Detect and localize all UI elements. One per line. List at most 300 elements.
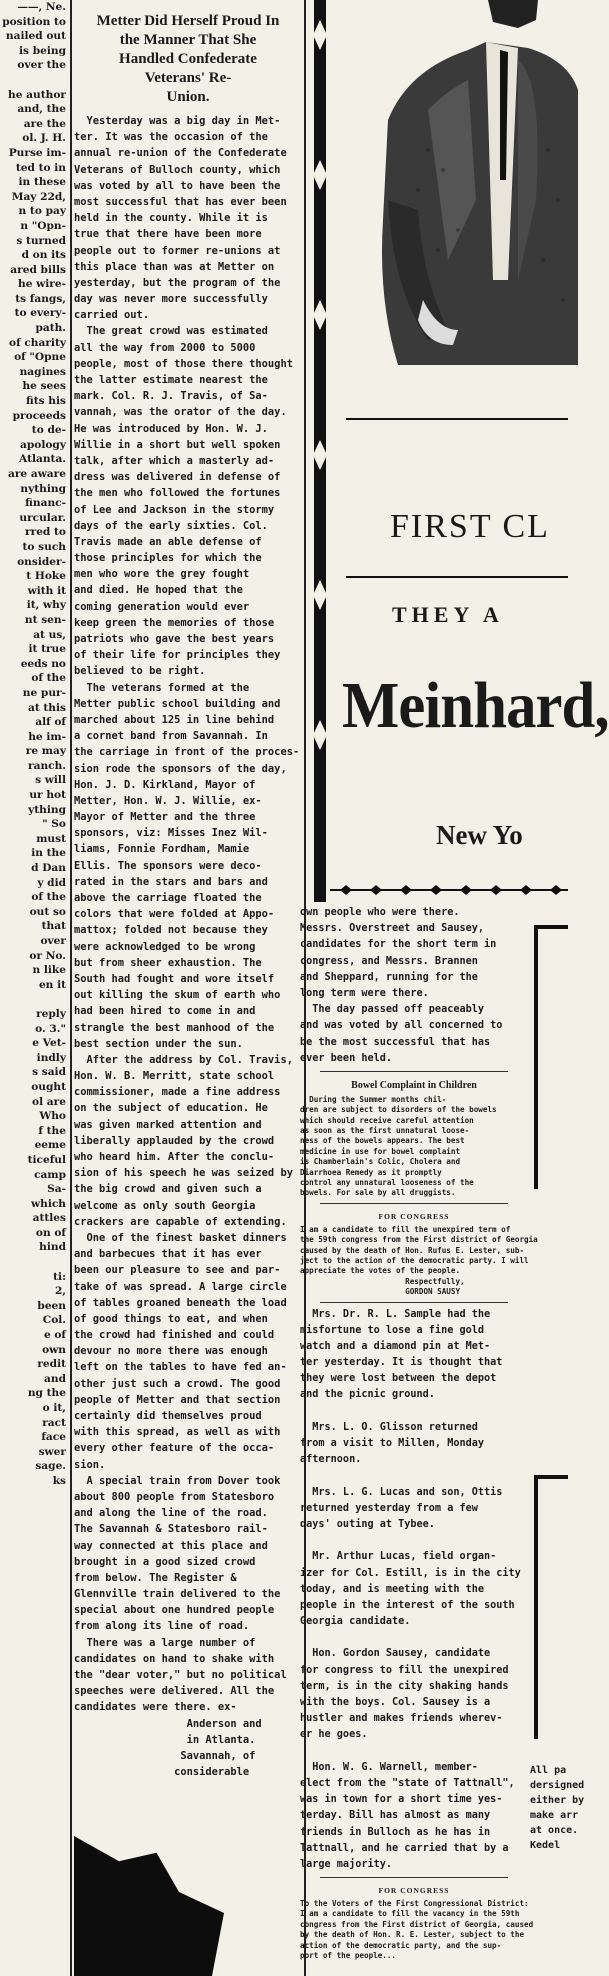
- text-line: be the most successful that has: [300, 1036, 491, 1048]
- text-line: on the subject of education. He: [74, 1102, 268, 1115]
- text-line: ng the: [27, 1387, 66, 1400]
- text-line: position to: [2, 15, 66, 28]
- text-line: to every-: [14, 307, 66, 320]
- text-line: n like: [32, 964, 66, 977]
- text-line: During the Summer months chil-: [300, 1094, 447, 1104]
- text-line: with this spread, as well as with: [74, 1426, 281, 1439]
- text-line: left on the tables to have fed an-: [74, 1361, 287, 1374]
- text-line: 2,: [54, 1285, 66, 1298]
- ad-rule: [346, 418, 568, 420]
- ad-brand-name: Meinhard,: [342, 669, 609, 742]
- text-line: long term were there.: [300, 987, 429, 999]
- ad-headline: FIRST CL: [390, 508, 550, 545]
- text-line: alf of: [35, 716, 66, 729]
- text-line: Atlanta.: [19, 453, 66, 466]
- text-line: of their life for principles they: [74, 649, 281, 662]
- text-line: about 800 people from Statesboro: [74, 1490, 275, 1503]
- text-line: ts fangs,: [15, 292, 66, 305]
- text-line: He was introduced by Hon. W. J.: [74, 422, 268, 435]
- text-line: from a visit to Millen, Monday: [300, 1438, 485, 1450]
- text-line: d on its: [21, 249, 66, 262]
- text-line: o. 3.": [35, 1022, 66, 1035]
- text-line: apology: [20, 438, 66, 451]
- text-line: re may: [25, 745, 66, 758]
- text-line: in Atlanta.: [74, 1733, 256, 1746]
- text-line: they were lost between the depot: [300, 1373, 497, 1385]
- text-line: May 22d,: [11, 190, 66, 203]
- text-line: a cornet band from Savannah. In: [74, 730, 268, 743]
- headline-line: the Manner That She: [119, 32, 257, 48]
- text-line: Mrs. L. O. Glisson returned: [300, 1421, 478, 1433]
- text-line: n to pay: [18, 205, 66, 218]
- column-divider: [320, 1302, 508, 1303]
- text-line: ared bills: [10, 263, 66, 276]
- text-line: Respectfully,: [300, 1276, 465, 1286]
- for-congress-notice-2: [300, 1899, 534, 1961]
- ad-subhead: THEY A: [392, 602, 504, 627]
- text-line: Metter public school building and: [74, 697, 281, 710]
- text-line: onsider-: [17, 555, 66, 568]
- text-line: Purse im-: [8, 146, 66, 159]
- text-line: Mayor of Metter and the three: [74, 811, 256, 824]
- text-line: all the way from 2000 to 5000: [74, 341, 256, 354]
- ornamental-rule: [330, 884, 568, 896]
- text-line: over: [40, 935, 66, 947]
- text-line: special about one hundred people: [74, 1604, 275, 1617]
- text-line: people in the interest of the south: [300, 1599, 515, 1611]
- text-line: at this: [27, 701, 66, 714]
- text-line: it, why: [26, 599, 66, 612]
- text-line: Who: [39, 1110, 66, 1123]
- text-line: nagines: [19, 365, 66, 378]
- text-line: camp: [34, 1168, 66, 1181]
- text-line: are the: [23, 117, 66, 130]
- text-line: days of the early sixties. Col.: [74, 519, 268, 532]
- text-line: patriots who gave the best years: [74, 633, 275, 645]
- text-line: Sa-: [47, 1183, 66, 1196]
- text-line: misfortune to lose a fine gold: [300, 1324, 485, 1336]
- text-line: Kedel: [530, 1840, 561, 1851]
- text-line: face: [41, 1431, 66, 1444]
- text-line: is being: [19, 44, 66, 57]
- text-line: hustler and makes friends wherev-: [300, 1713, 503, 1725]
- text-line: days' outing at Tybee.: [300, 1518, 435, 1530]
- text-line: fits his: [26, 395, 66, 408]
- text-line: t Hoke: [26, 570, 66, 583]
- text-line: at us,: [33, 628, 66, 641]
- man-in-suit-illustration: [368, 0, 578, 365]
- text-line: of good things to eat, and when: [74, 1312, 268, 1325]
- text-line: path.: [35, 322, 66, 335]
- text-line: and died. He hoped that the: [74, 584, 243, 597]
- text-line: nything: [20, 482, 66, 495]
- text-line: Glennville train delivered to the: [74, 1588, 281, 1601]
- meinhard-advertisement: [310, 0, 609, 902]
- text-line: ter. It was the occasion of the: [74, 131, 268, 144]
- text-line: the 59th congress from the First district of Georgia: [300, 1235, 538, 1245]
- text-line: with the boys. Col. Sausey is a: [300, 1697, 491, 1709]
- for-congress-heading-2: FOR CONGRESS: [378, 1886, 450, 1896]
- text-line: eeme: [34, 1139, 66, 1152]
- text-line: One of the finest basket dinners: [74, 1231, 287, 1244]
- text-line: every other feature of the occa-: [74, 1442, 275, 1455]
- text-line: certainly did themselves proud: [74, 1410, 262, 1422]
- article-body: [74, 113, 302, 1780]
- text-line: port of the people...: [300, 1951, 397, 1961]
- text-line: [300, 1468, 528, 1484]
- text-line: eeds no: [20, 657, 66, 670]
- text-line: Mrs. L. G. Lucas and son, Ottis: [300, 1486, 503, 1498]
- text-line: ol. J. H.: [22, 132, 66, 145]
- text-line: had been hired to come in and: [74, 1005, 256, 1018]
- text-line: ne pur-: [22, 686, 66, 699]
- text-line: out killing the skum of earth who: [74, 989, 281, 1002]
- text-line: that: [41, 920, 66, 933]
- text-line: of the: [31, 891, 66, 904]
- local-items: [300, 1307, 528, 1874]
- text-line: of Lee and Jackson in the stormy: [74, 503, 275, 516]
- text-line: annual re-union of the Confederate: [74, 147, 287, 160]
- for-congress-notice: [300, 1224, 538, 1298]
- ad-frame: [534, 925, 568, 1189]
- text-line: Hon. J. D. Kirkland, Mayor of: [74, 778, 256, 791]
- text-line: ti:: [53, 1270, 66, 1283]
- text-line: which should receive careful attention: [300, 1115, 474, 1125]
- ad-city: New Yo: [436, 820, 523, 850]
- text-line: was in town for a short time yes-: [300, 1794, 503, 1806]
- text-line: candidates on hand to shake with: [74, 1652, 275, 1665]
- text-line: is Chamberlain's Colic, Cholera and: [300, 1157, 461, 1167]
- text-line: ract: [42, 1416, 66, 1429]
- text-line: medicine in use for bowel complaint: [300, 1146, 461, 1156]
- text-line: brought in a good sized crowd: [74, 1555, 256, 1568]
- text-line: sion.: [74, 1458, 106, 1471]
- text-line: above the carriage floated the: [74, 892, 262, 904]
- article-headline: [78, 12, 298, 107]
- metter-reunion-article: [74, 0, 302, 1976]
- text-line: [0, 992, 68, 1007]
- text-line: Hon. W. G. Warnell, member-: [300, 1761, 478, 1773]
- text-line: rated in the stars and bars and: [74, 875, 268, 888]
- text-line: or No.: [29, 949, 66, 962]
- text-line: control any unnatural looseness of the: [300, 1178, 474, 1187]
- text-line: Hon. Gordon Sausey, candidate: [300, 1648, 491, 1660]
- text-line: who heard him. After the conclu-: [74, 1151, 275, 1163]
- text-line: of the: [31, 672, 66, 685]
- text-line: he sees: [22, 380, 66, 393]
- text-line: and: [44, 1372, 66, 1385]
- text-line: to such: [22, 540, 66, 553]
- text-line: those principles for which the: [74, 552, 262, 565]
- text-line: [0, 73, 68, 88]
- text-line: n "Opn-: [20, 219, 66, 232]
- ornamental-border: [310, 0, 330, 902]
- text-line: urcular.: [19, 511, 66, 524]
- text-line: in these: [18, 176, 66, 189]
- text-line: ter yesterday. It is thought that: [300, 1357, 503, 1369]
- text-line: Messrs. Overstreet and Sausey,: [300, 923, 485, 935]
- text-line: South had fought and wore itself: [74, 972, 275, 985]
- text-line: to de-: [31, 424, 66, 437]
- text-line: [300, 1630, 528, 1646]
- text-line: other just such a crowd. The good: [74, 1377, 281, 1390]
- text-line: sage.: [35, 1460, 66, 1473]
- text-line: appreciate the votes of the people.: [300, 1266, 461, 1276]
- text-line: carried out.: [74, 309, 150, 322]
- text-line: er he goes.: [300, 1729, 368, 1741]
- text-line: and along the line of the road.: [74, 1507, 268, 1520]
- text-line: talk, after which a masterly ad-: [74, 454, 275, 467]
- text-line: proceeds: [12, 409, 66, 422]
- text-line: s said: [32, 1066, 66, 1079]
- text-line: afternoon.: [300, 1454, 362, 1466]
- text-line: action of the democratic party, and the sup-: [300, 1940, 502, 1950]
- text-line: d Dan: [31, 862, 66, 875]
- left-clipped-column: [0, 0, 68, 1976]
- text-line: ticeful: [27, 1153, 66, 1166]
- text-line: candidates for the short term in: [300, 939, 497, 951]
- text-line: as soon as the first unnatural loose-: [300, 1126, 470, 1136]
- text-line: large majority.: [300, 1858, 393, 1870]
- text-line: caused by the death of Hon. Rufus E. Lester, sub-: [300, 1245, 525, 1255]
- text-line: with it: [27, 584, 66, 597]
- text-line: Veterans of Bulloch county, which: [74, 163, 281, 176]
- text-line: most successful that has ever been: [74, 195, 287, 208]
- text-line: was given marked attention and: [74, 1118, 262, 1131]
- text-line: take of was spread. A large circle: [74, 1280, 287, 1293]
- text-line: ever been held.: [300, 1052, 393, 1064]
- text-line: out so: [29, 905, 66, 918]
- text-line: nt sen-: [24, 613, 66, 626]
- text-line: Hon. W. B. Merritt, state school: [74, 1070, 275, 1083]
- headline-line: Handled Confederate: [119, 51, 257, 67]
- text-line: and, the: [17, 103, 66, 116]
- text-line: congress from the First district of Georgia, caused: [300, 1919, 534, 1929]
- text-line: speeches were delivered. All the: [74, 1685, 275, 1698]
- text-line: he author: [8, 88, 66, 101]
- text-line: day was never more successfully: [74, 293, 268, 306]
- text-line: izer for Col. Estill, is in the city: [300, 1567, 521, 1579]
- text-line: welcome as only south Georgia: [74, 1199, 256, 1212]
- torn-paper-edge: [74, 1836, 224, 1976]
- text-line: [300, 1744, 528, 1760]
- text-line: attles: [32, 1212, 66, 1225]
- text-line: make arr: [530, 1810, 579, 1821]
- text-line: There was a large number of: [74, 1636, 256, 1649]
- text-line: believed to be right.: [74, 665, 206, 678]
- text-line: o it,: [42, 1402, 66, 1414]
- text-line: terday. Bill has almost as many: [300, 1810, 491, 1822]
- text-line: the latter estimate nearest the: [74, 374, 268, 386]
- text-line: All pa: [530, 1765, 567, 1776]
- text-line: reply: [36, 1007, 66, 1020]
- text-line: The day passed off peaceably: [300, 1004, 485, 1016]
- text-line: sponsors, viz: Misses Inez Wil-: [74, 827, 268, 840]
- bowel-complaint-ad: [300, 1095, 528, 1199]
- text-line: of "Opne: [14, 351, 66, 364]
- text-line: and was voted by all concerned to: [300, 1020, 503, 1032]
- text-line: own people who were there.: [300, 907, 460, 918]
- column-divider: [320, 1877, 508, 1878]
- text-line: dress was delivered in defense of: [74, 471, 281, 484]
- ad-rule: [346, 576, 568, 578]
- text-line: redit: [37, 1358, 66, 1371]
- text-line: The veterans formed at the: [74, 681, 250, 694]
- text-line: yesterday, but the program of the: [74, 276, 281, 289]
- text-line: of tables groaned beneath the load: [74, 1296, 287, 1309]
- text-line: devour no more there was enough: [74, 1345, 268, 1358]
- text-line: hind: [39, 1241, 66, 1254]
- text-line: dersigned: [530, 1780, 585, 1791]
- text-line: he im-: [28, 730, 66, 743]
- text-line: held in the county. While it is: [74, 212, 268, 225]
- text-line: and barbecues that it has ever: [74, 1248, 262, 1261]
- text-line: f the: [38, 1124, 66, 1137]
- text-line: s turned: [16, 234, 66, 247]
- text-line: [0, 1255, 68, 1270]
- text-line: candidates were there. ex-: [74, 1701, 237, 1714]
- text-line: [300, 1404, 528, 1420]
- text-line: by the death of Hon. R. E. Lester, subject to the: [300, 1930, 525, 1940]
- text-line: best section under the sun.: [74, 1037, 243, 1050]
- text-line: today, and is meeting with the: [300, 1583, 485, 1595]
- text-line: from along its line of road.: [74, 1620, 250, 1633]
- text-line: swer: [38, 1445, 66, 1458]
- text-line: GORDON SAUSY: [300, 1287, 461, 1297]
- text-line: the big crowd and given such a: [74, 1183, 262, 1196]
- text-line: Col.: [42, 1314, 66, 1327]
- text-line: " So: [42, 818, 66, 831]
- text-line: at once.: [530, 1825, 579, 1836]
- text-line: this place than was at Metter on: [74, 260, 275, 273]
- text-line: ness of the bowels appears. The best: [300, 1136, 465, 1146]
- text-line: coming generation would ever: [74, 600, 250, 613]
- text-line: but from sheer exhaustion. The: [74, 956, 262, 969]
- text-line: nailed out: [5, 30, 66, 43]
- text-line: ject to the action of the democratic party. I will: [300, 1255, 529, 1265]
- text-line: ought: [31, 1080, 66, 1093]
- text-line: friends in Bulloch as he has in: [300, 1826, 491, 1838]
- text-line: ks: [52, 1474, 66, 1487]
- text-line: returned yesterday from a few: [300, 1502, 478, 1514]
- text-line: ything: [28, 803, 66, 816]
- text-line: considerable: [74, 1766, 250, 1779]
- text-line: and Sheppard, running for the: [300, 971, 478, 983]
- text-line: crackers are capable of extending.: [74, 1215, 287, 1228]
- text-line: commissioner, made a fine address: [74, 1086, 281, 1099]
- text-line: he wire-: [18, 278, 66, 291]
- text-line: and the picnic ground.: [300, 1389, 435, 1401]
- text-line: the "dear voter," but no political: [74, 1669, 287, 1681]
- text-line: keep green the memories of those: [74, 616, 275, 629]
- headline-line: Metter Did Herself Proud In: [96, 13, 280, 29]
- text-line: the carriage in front of the proces-: [74, 746, 300, 759]
- text-line: must: [36, 832, 66, 845]
- text-line: y did: [37, 876, 66, 889]
- text-line: The Savannah & Statesboro rail-: [74, 1523, 268, 1536]
- text-line: from below. The Register &: [74, 1571, 237, 1584]
- text-line: bowels. For sale by all druggists.: [300, 1188, 456, 1198]
- text-line: term, is in the city shaking hands: [300, 1680, 509, 1692]
- text-line: sion rode the sponsors of the day,: [74, 762, 287, 775]
- text-line: over the: [17, 59, 66, 72]
- text-line: financ-: [25, 497, 66, 510]
- text-line: people of Metter and that section: [74, 1393, 281, 1406]
- ad-frame: [534, 1475, 568, 1739]
- text-line: The great crowd was estimated: [74, 325, 268, 338]
- text-line: e Vet-: [32, 1037, 66, 1050]
- text-line: Savannah, of: [74, 1749, 256, 1762]
- text-line: dren are subject to disorders of the bowels: [300, 1105, 497, 1115]
- text-line: true that there have been more: [74, 228, 262, 241]
- headline-line: Union.: [166, 89, 210, 105]
- reunion-continuation: [300, 905, 528, 1067]
- text-line: ur hot: [29, 789, 66, 802]
- text-line: liams, Fonnie Fordham, Mamie: [74, 843, 250, 856]
- text-line: I am a candidate to fill the vacancy in the 59th: [300, 1909, 520, 1919]
- text-line: Mr. Arthur Lucas, field organ-: [300, 1551, 497, 1563]
- text-line: mark. Col. R. J. Travis, of Sa-: [74, 390, 268, 403]
- text-line: people, most of those there thought: [74, 357, 293, 370]
- text-line: rred to: [25, 526, 66, 539]
- text-line: Anderson and: [74, 1717, 262, 1730]
- text-line: vannah, was the orator of the day.: [74, 406, 287, 419]
- headline-line: Veterans' Re-: [144, 70, 232, 86]
- text-line: on of: [35, 1226, 66, 1239]
- text-line: A special train from Dover took: [74, 1474, 281, 1487]
- text-line: which: [31, 1197, 66, 1210]
- text-line: strangle the best manhood of the: [74, 1021, 275, 1034]
- text-line: ol are: [32, 1095, 66, 1108]
- text-line: liberally applauded by the crowd: [74, 1134, 275, 1147]
- text-line: ranch.: [28, 759, 66, 772]
- text-line: e of: [43, 1329, 66, 1342]
- text-line: own: [42, 1343, 66, 1356]
- text-line: ted to in: [15, 161, 66, 174]
- text-line: sion of his speech he was seized by: [74, 1167, 293, 1180]
- far-right-text: [530, 1763, 584, 1853]
- text-line: Metter, Hon. W. J. Willie, ex-: [74, 794, 262, 807]
- text-line: been: [37, 1299, 66, 1312]
- text-line: s will: [35, 774, 66, 787]
- text-line: of charity: [9, 336, 66, 349]
- far-right-clipped-column: [530, 905, 585, 1976]
- text-line: in the: [31, 847, 66, 860]
- text-line: colors that were folded at Appo-: [74, 908, 275, 921]
- text-line: Travis made an able defense of: [74, 535, 262, 548]
- column-rule: [70, 0, 72, 1976]
- text-line: Mrs. Dr. R. L. Sample had the: [300, 1308, 491, 1320]
- text-line: ——, Ne.: [17, 1, 66, 13]
- bowel-complaint-heading: Bowel Complaint in Children: [351, 1079, 477, 1091]
- text-line: [300, 1533, 528, 1549]
- local-news-column: [300, 905, 538, 1976]
- text-line: been our pleasure to see and par-: [74, 1264, 281, 1277]
- text-line: watch and a diamond pin at Met-: [300, 1340, 491, 1352]
- text-line: way connected at this place and: [74, 1539, 268, 1552]
- text-line: are aware: [7, 468, 66, 480]
- text-line: mattox; folded not because they: [74, 924, 268, 937]
- text-line: the men who followed the fortunes: [74, 487, 281, 500]
- text-line: To the Voters of the First Congressional District:: [300, 1899, 529, 1909]
- text-line: it true: [28, 643, 66, 656]
- column-divider: [320, 1071, 508, 1072]
- text-line: en it: [38, 978, 66, 991]
- text-line: elect from the "state of Tattnall",: [300, 1777, 515, 1789]
- column-divider: [320, 1203, 508, 1204]
- text-line: the crowd had finished and could: [74, 1329, 275, 1342]
- text-line: people out to former re-unions at: [74, 244, 281, 257]
